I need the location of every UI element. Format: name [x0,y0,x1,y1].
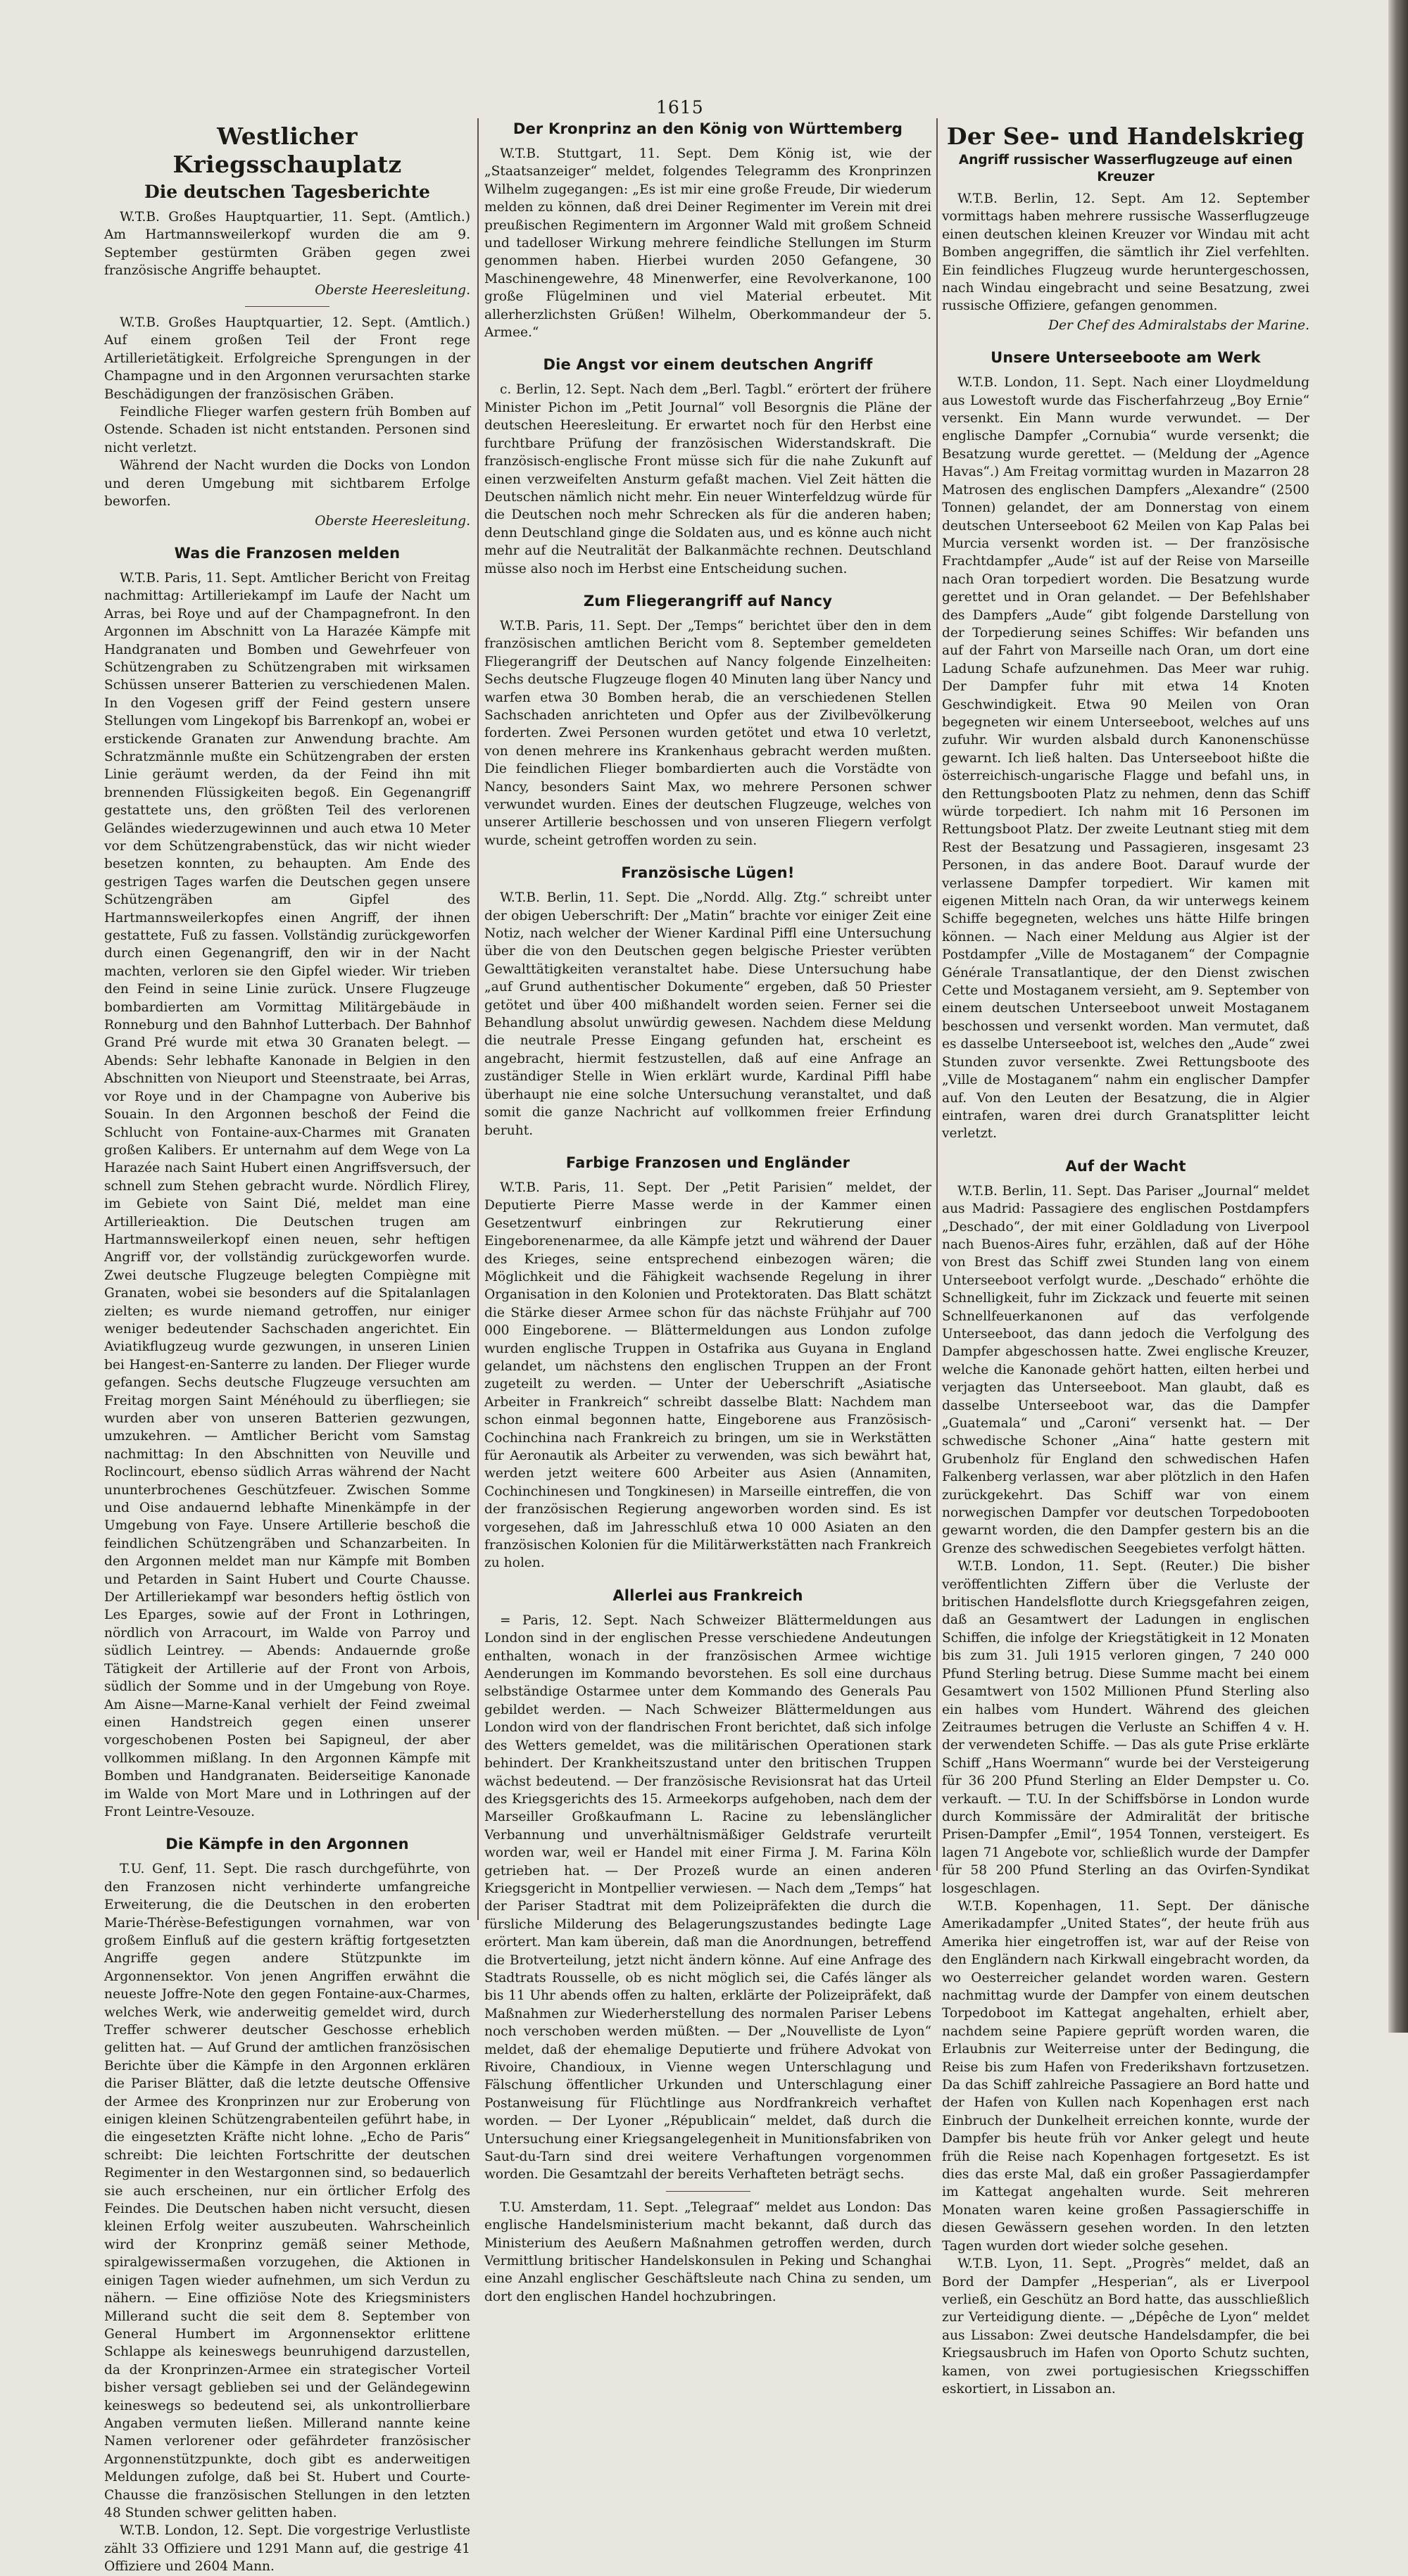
section-title: Westlicher Kriegsschauplatz [172,122,402,178]
article-body: W.T.B. Paris, 11. Sept. Der „Temps“ berichtet über den in dem französischen amtlichen Bericht vom 8. September gemeldeten Fliegerangriff der Deutschen auf Nancy folgende Einzelheiten: Sechs deutsche Flugzeuge flogen 40 Minuten lang über Nancy und warfen etwa 30 Bomben herab, die an verschiedenen Stellen Sachschaden anrichteten und Opfer aus der Zivilbevölkerung forderten. Zwei Personen wurden getötet und etwa 10 verletzt, von denen mehrere ins Krankenhaus gebracht werden mußten. Die feindlichen Flieger bombardierten auch die Vorstädte von Nancy, besonders Saint Max, wo mehrere Personen schwer verwundet wurden. Eines der deutschen Flugzeuge, welches von unserer Artillerie beschossen und von unseren Fliegern verfolgt wurde, scheint getroffen worden zu sein. [484,618,931,848]
report-paragraph: W.T.B. Großes Hauptquartier, 12. Sept. (Amtlich.) Auf einem großen Teil der Front rege Artillerietätigkeit. Erfolgreiche Sprengungen in der Champagne und in den Argonnen verursachten starke Beschädigungen der französischen Gräben. [104,315,470,402]
article-body: W.T.B. London, 11. Sept. Nach einer Lloydmeldung aus Lowestoft wurde das Fischerfahrzeug „Boy Ernie“ versenkt. Ein Mann wurde verwundet. — Der englische Dampfer „Cornubia“ wurde versenkt; die Besatzung wurde gerettet. — (Meldung der „Agence Havas“.) Am Freitag vormittag wurden in Mazarron 28 Matrosen des englischen Dampfers „Alexandre“ (2500 Tonnen) gelandet, der am Donnerstag von einem deutschen Unterseeboot 62 Meilen von Kap Palas bei Murcia versenkt worden ist. — Der französische Frachtdampfer „Aude“ ist auf der Reise von Marseille nach Oran torpediert worden. Die Besatzung wurde gerettet und in Oran gelandet. — Der Befehlshaber des Dampfers „Aude“ gibt folgende Darstellung von der Torpedierung seines Schiffes: Wir befanden uns auf der Fahrt von Marseille nach Oran, um dort eine Ladung Schafe aufzunehmen. Das Meer war ruhig. Der Dampfer fuhr mit etwa 14 Knoten Geschwindigkeit. Etwa 90 Meilen von Oran begegneten wir einem Unterseeboot, welches auf uns zufuhr. Wir wurden alsbald durch Kanonenschüsse gewarnt. Ich ließ halten. Das Unterseeboot hißte die österreichisch-ungarische Flagge und befahl uns, in den Rettungsbooten Platz zu nehmen, denn das Schiff würde torpediert. Ich nahm mit 16 Personen im Rettungsboot Platz. Der zweite Leutnant stieg mit dem Rest der Besatzung und Passagieren, insgesamt 23 Personen, in das andere Boot. Darauf wurde der verlassene Dampfer torpediert. Wir kamen mit eigenen Mitteln nach Oran, da wir unterwegs keinem Schiffe begegneten, welches uns hätte Hilfe bringen können. — Nach einer Meldung aus Algier ist der Postdampfer „Ville de Mostaganem“ der Compagnie Générale Transatlantique, der den Dienst zwischen Cette und Mostaganem versieht, am 9. September von einem deutschen Unterseeboot unweit Mostaganem beschossen und versenkt worden. Man vermutet, daß es dasselbe Unterseeboot ist, welches den „Aude“ zwei Stunden zuvor versenkte. Zwei Rettungsboote des „Ville de Mostaganem“ nahm ein englischer Dampfer auf. Von den Leuten der Besatzung, die in Algier eintrafen, waren drei durch Granatsplitter leicht verletzt. [942,375,1309,1142]
article-body: W.T.B. Berlin, 11. Sept. Die „Nordd. Allg. Ztg.“ schreibt unter der obigen Ueberschrift: Der „Matin“ brachte vor einiger Zeit eine Notiz, nach welcher der Wiener Kardinal Piffl eine Untersuchung über die von den Deutschen gegen belgische Priester verübten Gewalttätigkeiten veranstaltet habe. Diese Untersuchung habe „auf Grund authentischer Dokumente“ ergeben, daß 50 Priester getötet und über 400 mißhandelt worden seien. Ferner sei die Behandlung absolut unwürdig gewesen. Nachdem diese Meldung die neutrale Presse Eingang gefunden hat, erscheint es angebracht, hiermit festzustellen, daß auf eine Anfrage an zuständiger Stelle in Wien erklärt wurde, Kardinal Piffl habe überhaupt nie eine solche Untersuchung veranstaltet, und daß somit die ganze Nachricht auf vollkommen freier Erfindung beruht. [484,890,931,1138]
article-body: W.T.B. Paris, 11. Sept. Der „Petit Parisien“ meldet, der Deputierte Pierre Masse werde in der Kammer einen Gesetzentwurf einbringen zur Rekrutierung einer Eingeborenenarmee, da alle Kämpfe jetzt und während der Dauer des Krieges, seine entsprechend einbezogen wären; die Möglichkeit und die Fähigkeit wachsende Regelung in ihrer Organisation in den Kolonien und Protektoraten. Das Blatt schätzt die Stärke dieser Armee schon für das nächste Frühjahr auf 700 000 Eingeborene. — Blättermeldungen aus London zufolge wurden englische Truppen in Ostafrika aus Guyana in England gelandet, um nächstens den englischen Truppen an der Front zugeteilt zu werden. — Unter der Ueberschrift „Asiatische Arbeiter in Frankreich“ schreibt dasselbe Blatt: Nachdem man schon einmal begonnen hatte, Eingeborene aus Französisch-Cochinchina nach Frankreich zu bringen, um sie in Werkstätten für Aeronautik als Arbeiter zu verwenden, was sich bewährt hat, werden jetzt weitere 600 Arbeiter aus Asien (Annamiten, Cochinchinesen und Tongkinesen) in Marseille eintreffen, die von der französischen Regierung angeworben worden sind. Es ist vorgesehen, daß im Jahresschluß etwa 10 000 Asiaten an den französischen Kolonien für die Militärwerkstätten nach Frankreich zu holen. [484,1180,931,1571]
signature: Der Chef des Admiralstabs der Marine. [1048,317,1309,333]
section-subtitle: Die deutschen Tagesberichte [144,182,430,202]
article-heading: Der Kronprinz an den König von Württemberg [513,120,903,137]
column-rule [477,118,479,1920]
article-body: T.U. Genf, 11. Sept. Die rasch durchgeführte, von den Franzosen nicht verhinderte umfangreiche Erweiterung, die die Deutschen in den eroberten Marie-Thérèse-Befestigungen vornahmen, war von großem Einfluß auf die gestern kräftig fortgesetzten Angriffe gegen andere Stützpunkte im Argonnensektor. Von jenen Angriffen erwähnt die neueste Joffre-Note den gegen Fontaine-aux-Charmes, welches Werk, wie anderweitig gemeldet wird, durch Treffer schwerer deutscher Geschosse erheblich gelitten hat. — Auf Grund der amtlichen französischen Berichte über die Kämpfe in den Argonnen erklären die Pariser Blätter, daß die letzte deutsche Offensive der Armee des Kronprinzen nur zur Eroberung von einigen kleinen Schützengrabenteilen geführt habe, in die eingesetzten Kräfte nicht lohne. „Echo de Paris“ schreibt: Die leichten Fortschritte der deutschen Regimenter in den Westargonnen sind, so bedauerlich sie auch erscheinen, nur ein örtlicher Erfolg des Feindes. Die Deutschen haben nicht versucht, diesen kleinen Erfolg weiter auszubeuten. Wahrscheinlich wird der Kronprinz gemäß seiner Methode, spiralgewissermaßen vorzugehen, die Aktionen in einigen Tagen wieder aufnehmen, um sich Verdun zu nähern. — Eine offiziöse Note des Kriegsministers Millerand sucht die seit dem 8. September von General Humbert im Argonnensektor erlittene Schlappe als keineswegs beunruhigend darzustellen, da der Kronprinzen-Armee ein strategischer Vorteil bisher versagt geblieben sei und der Geländegewinn keineswegs so bedeutend sei, als unkontrollierbare Angaben vermuten ließen. Millerand nannte keine Namen verlorener oder gefährdeter französischer Argonnenstützpunkte, doch gibt es anderweitigen Meldungen zufolge, daß bei St. Hubert und Courte-Chausse die französischen Stellungen in den letzten 48 Stunden schwer gelitten haben. [104,1862,470,2520]
article-heading: Farbige Franzosen und Engländer [565,1154,850,1171]
section-subline: Angriff russischer Wasserflugzeuge auf einen Kreuzer [958,153,1293,184]
separator-line [245,306,329,307]
article-body: W.T.B. London, 12. Sept. Die vorgestrige Verlustliste zählt 33 Offiziere und 1291 Mann auf, die gestrige 41 Offiziere und 2604 Mann. [104,2523,470,2575]
article-body: W.T.B. Lyon, 11. Sept. „Progrès“ meldet, daß an Bord der Dampfer „Hesperian“, als er Liverpool verließ, ein Geschütz an Bord hatte, das ausschließlich zur Verteidigung diente. — „Dépêche de Lyon“ meldet aus Lissabon: Zwei deutsche Handelsdampfer, die bei Kriegsausbruch im Hafen von Oporto Schutz suchten, kamen, von zwei portugiesischen Kriegsschiffen eskortiert, in Lissabon an. [942,2256,1309,2397]
article-body: = Paris, 12. Sept. Nach Schweizer Blättermeldungen aus London sind in der englischen Presse verschiedene Andeutungen enthalten, wonach in der französischen Armee wichtige Aenderungen im Kommando bevorstehen. Es soll eine durchaus selbständige Ostarmee unter dem Kommando des Generals Pau gebildet werden. — Nach Schweizer Blättermeldungen aus London wird von der flandrischen Front berichtet, daß sich infolge des Wetters gemeldet, was die militärischen Operationen stark behindert. Der Krankheitszustand unter den britischen Truppen wächst bedeutend. — Der französische Revisionsrat hat das Urteil des Kriegsgerichts des 15. Armeekorps aufgehoben, nach dem der Marseiller Großkaufmann L. Racine zu lebenslänglicher Verbannung und unverhältnismäßiger Geldstrafe verurteilt worden war, weil er Handel mit einer Firma J. M. Farina Köln getrieben hat. — Der Prozeß wurde an einen anderen Kriegsgericht in Montpellier verwiesen. — Nach dem „Temps“ hat der Pariser Stadtrat mit dem Polizeipräfekten die durch die fürsliche Milderung des Belagerungszustandes bedingte Lage erörtert. Man kam überein, daß man die Anordnungen, betreffend die Brotverteilung, jetzt nicht ändern könne. Auf eine Anfrage des Stadtrats Rousselle, ob es nicht möglich sei, die Cafés länger als bis 11 Uhr abends offen zu halten, erklärte der Polizeipräfekt, daß Maßnahmen zur Wiederherstellung des normalen Pariser Lebens noch verschoben werden müßten. — Der „Nouvelliste de Lyon“ meldet, daß der ehemalige Deputierte und frühere Advokat von Rivoire, Chandioux, in Vienne wegen Unterschlagung und Fälschung öffentlicher Urkunden und Unterschlagung einer Postanweisung für Flüchtlinge aus Nordfrankreich verhaftet worden. — Der Lyoner „Républicain“ meldet, daß durch die Untersuchung einer Kriegsangelegenheit in Munitionsfabriken von Saut-du-Tarn sind drei weitere Verhaftungen vorgenommen worden. Die Gesamtzahl der bereits Verhafteten beträgt sechs. [484,1612,931,2183]
article-body: W.T.B. Kopenhagen, 11. Sept. Der dänische Amerikadampfer „United States“, der heute früh aus Amerika hier eingetroffen ist, war auf der Reise von den Engländern nach Kirkwall eingebracht worden, da wo Oesterreicher gelandet worden waren. Gestern nachmittag wurde der Dampfer von einem deutschen Torpedoboot im Kattegat angehalten, erhielt aber, nachdem seine Papiere geprüft worden waren, die Erlaubnis zur Weiterreise unter der Bedingung, die Reise bis zum Hafen von Frederikshavn fortzusetzen. Da das Schiff zahlreiche Passagiere an Bord hatte und der Hafen von Kullen nach Kopenhagen erst nach Einbruch der Dunkelheit erreichen konnte, wurde der Dampfer bis heute früh vor Anker gelegt und heute früh die Reise nach Kopenhagen fortgesetzt. Es ist dies das erste Mal, daß ein großer Passagierdampfer im Kattegat angehalten wurde. Seit mehreren Monaten waren keine großen Passagierschiffe in diesen Gewässern gesehen worden. In den letzten Tagen wurden dort wieder solche gesehen. [942,1898,1309,2254]
left-column [104,118,470,2575]
article-body: W.T.B. Paris, 11. Sept. Amtlicher Bericht von Freitag nachmittag: Artilleriekampf im Laufe der Nacht um Arras, bei Roye und auf der Champagnefront. In den Argonnen im Abschnitt von La Harazée Kämpfe mit Handgranaten und Bomben und Gewehrfeuer von Schützengraben zu Schützengraben mit wirksamen Schüssen unserer Batterien zu verschiedenen Malen. In den Vogesen griff der Feind gestern unsere Stellungen vom Lingekopf bis Barrenkopf an, wobei er erstickende Granaten zur Anwendung brachte. Am Schratzmännle mußte ein Schützengraben der ersten Linie geräumt werden, da der Feind ihn mit brennenden Flüssigkeiten begoß. Ein Gegenangriff gestattete uns, den größten Teil des verlorenen Geländes wiederzugewinnen und auch etwa 10 Meter vor dem Schützengrabenstück, das wir nicht wieder besetzen konnten, zu behaupten. Am Ende des gestrigen Tages warfen die Deutschen gegen unsere Schützengräben am Gipfel des Hartmannsweilerkopfes einen Angriff, der ihnen gestattete, Fuß zu fassen. Vollständig zurückgeworfen durch einen Gegenangriff, den wir in der Nacht machten, verloren sie den Gipfel wieder. Wir trieben den Feind in seine Linie zurück. Unsere Flugzeuge bombardierten am Vormittag Militärgebäude in Ronneburg und den Bahnhof Lutterbach. Der Bahnhof Grand Pré wurde mit etwa 30 Granaten belegt. — Abends: Sehr lebhafte Kanonade in Belgien in den Abschnitten von Nieuport und Steenstraate, bei Arras, vor Roye und in der Champagne von Auberive bis Souain. In den Argonnen beschoß der Feind die Schlucht von Fontaine-aux-Charmes mit Granaten großen Kalibers. Er unternahm auf dem Wege von La Harazée nach Saint Hubert einen Angriffsversuch, der schnell zum Stehen gebracht wurde. Nördlich Flirey, im Gebiete von Saint Dié, meldet man eine Artillerieaktion. Die Deutschen trugen am Hartmannsweilerkopf einen neuen, sehr heftigen Angriff vor, der vollständig zurückgeworfen wurde. Zwei deutsche Flugzeuge belegten Compiègne mit Granaten, wobei sie besonders auf die Spitalanlagen zielten; es wurde niemand getroffen, nur einiger weniger bedeutender Sachschaden angerichtet. Ein Aviatikflugzeug wurde gezwungen, in unseren Linien bei Hangest-en-Santerre zu landen. Der Flieger wurde gefangen. Sechs deutsche Flugzeuge versuchten am Freitag morgen Saint Ménéhould zu überfliegen; sie wurden aber von unseren Batterien gezwungen, umzukehren. — Amtlicher Bericht vom Samstag nachmittag: In den Abschnitten von Neuville und Roclincourt, ebenso südlich Arras während der Nacht ununterbrochenes Geschützfeuer. Zwischen Somme und Oise andauernd lebhafte Minenkämpfe in der Umgebung von Faye. Unsere Artillerie beschoß die feindlichen Schützengräben und Schanzarbeiten. In den Argonnen meldet man nur Kämpfe mit Bomben und Petarden in Saint Hubert und Courte Chausse. Der Artilleriekampf war besonders heftig östlich von Les Eparges, sowie auf der Front in Lothringen, nördlich von Arracourt, im Walde von Parroy und südlich Leintrey. — Abends: Andauernde große Tätigkeit der Artillerie auf der Front von Arbois, südlich der Somme und in der Umgebung von Roye. Am Aisne—Marne-Kanal verhielt der Feind zweimal einen Handstreich gegen einen unserer vorgeschobenen Posten bei Sapigneul, der aber vollkommen mißlang. In den Argonnen Kämpfe mit Bomben und Handgranaten. Beiderseitige Kanonade im Walde von Mort Mare und in Lothringen auf der Front Leintre-Vesouze. [104,570,470,1819]
report-paragraph: Während der Nacht wurden die Docks von London und deren Umgebung mit sichtbarem Erfolge beworfen. [104,458,470,510]
signature: Oberste Heeresleitung. [315,282,470,298]
column-rule [936,118,938,1871]
page-number: 1615 [656,97,704,118]
article-body: W.T.B. Berlin, 11. Sept. Das Pariser „Journal“ meldet aus Madrid: Passagiere des englischen Postdampfers „Deschado“, der mit einer Goldladung von Liverpool nach Buenos-Aires fuhr, erzählen, daß auf der Höhe von Brest das Schiff zwei Stunden lang von einem Unterseeboot verfolgt wurde. „Deschado“ erhöhte die Schnelligkeit, fuhr im Zickzack und feuerte mit seinen Schnellfeuerkanonen auf das verfolgende Unterseeboot, das dann jedoch die Verfolgung des Dampfer abgeschossen hatte. Zwei englische Kreuzer, welche die Kanonade gehört hatten, eilten herbei und verjagten das Unterseeboot. Man glaubt, daß es dasselbe Unterseeboot war, das die Dampfer „Guatemala“ und „Caroni“ versenkt hat. — Der schwedische Schoner „Aina“ hatte gestern mit Grubenholz für England den schwedischen Hafen Falkenberg verlassen, war aber plötzlich in den Hafen zurückgekehrt. Das Schiff war von einem norwegischen Dampfer vor deutschen Torpedobooten gewarnt worden, die den Dampfer gestern bis an die Grenze des schwedischen Seegebietes verfolgt hätten. [942,1183,1309,1556]
article-body: W.T.B. London, 11. Sept. (Reuter.) Die bisher veröffentlichten Ziffern über die Verluste der britischen Handelsflotte durch Kriegsgefahren zeigen, daß an Gesamtwert der Ladungen in englischen Schiffen, die infolge der Kriegstätigkeit in 12 Monaten bis zum 31. Juli 1915 verloren gingen, 7 240 000 Pfund Sterling betrug. Diese Summe macht bei einem Gesamtwert von 1502 Millionen Pfund Sterling also ein halbes vom Hundert. Während des gleichen Zeitraumes betrugen die Verluste an Schiffen 4 v. H. der verwendeten Schiffe. — Das als gute Prise erklärte Schiff „Hans Woermann“ wurde bei der Versteigerung für 36 200 Pfund Sterling an Elder Dempster u. Co. verkauft. — T.U. In der Schiffsbörse in London wurde durch Kommissäre der Admiralität der britische Prisen-Dampfer „Emil“, 1954 Tonnen, versteigert. Es lagen 71 Angebote vor, schließlich wurde der Dampfer für 58 200 Pfund Sterling an das Ovirfen-Syndikat losgeschlagen. [942,1559,1309,1896]
article-body: W.T.B. Stuttgart, 11. Sept. Dem König ist, wie der „Staatsanzeiger“ meldet, folgendes Telegramm des Kronprinzen Wilhelm zugegangen: „Es ist mir eine große Freude, Dir wiederum melden zu können, daß drei Deiner Regimenter im Verein mit drei preußischen Regimentern im Argonner Wald mit großem Schneid und tadelloser Wirkung mehrere feindliche Stellungen im Sturm genommen haben. Hierbei wurden 2050 Gefangene, 30 Maschinengewehre, 48 Minenwerfer, eine Revolverkanone, 100 große Flügelminen und viel Material erbeutet. Mit allerherzlichsten Grüßen! Wilhelm, Oberkommandeur der 5. Armee.“ [484,146,931,341]
separator-line [666,2191,750,2192]
article-heading: Die Kämpfe in den Argonnen [165,1836,409,1853]
scan-binding-edge [1388,0,1408,2033]
article-heading: Allerlei aus Frankreich [612,1586,803,1604]
article-heading: Unsere Unterseeboote am Werk [991,349,1261,367]
right-column [942,118,1309,2397]
signature: Oberste Heeresleitung. [315,513,470,529]
section-title: Der See- und Handelskrieg [946,122,1305,150]
middle-column [484,118,931,2304]
article-heading: Die Angst vor einem deutschen Angriff [543,356,873,374]
article-body: T.U. Amsterdam, 11. Sept. „Telegraaf“ meldet aus London: Das englische Handelsministerium macht bekannt, daß durch das Ministerium des Aeußern Maßnahmen getroffen werden, durch Vermittlung britischer Handelskonsulen in Peking und Schanghai eine Anzahl englischer Geschäftsleute nach China zu senden, um dort den englischen Handel hochzubringen. [484,2199,931,2304]
article-heading: Was die Franzosen melden [174,544,401,562]
article-body: W.T.B. Berlin, 12. Sept. Am 12. September vormittags haben mehrere russische Wasserflugzeuge einen deutschen kleinen Kreuzer vor Windau mit acht Bomben angegriffen, die sämtlich ihr Ziel verfehlten. Ein feindliches Flugzeug wurde heruntergeschossen, nach Windau eingebracht und seine Besatzung, zwei russische Offiziere, gefangen genommen. [942,191,1309,314]
article-heading: Auf der Wacht [1065,1157,1186,1175]
report-paragraph: Feindliche Flieger warfen gestern früh Bomben auf Ostende. Schaden ist nicht entstanden. Personen sind nicht verletzt. [104,405,470,455]
report-paragraph: W.T.B. Großes Hauptquartier, 11. Sept. (Amtlich.) Am Hartmannsweilerkopf wurden die am 9. September gestürmten Gräben gegen zwei französische Angriffe behauptet. [104,210,470,279]
article-heading: Zum Fliegerangriff auf Nancy [583,592,833,610]
article-heading: Französische Lügen! [621,864,795,882]
article-body: c. Berlin, 12. Sept. Nach dem „Berl. Tagbl.“ erörtert der frühere Minister Pichon im „Petit Journal“ voll Besorgnis die Pläne der deutschen Heeresleitung. Er erwartet noch für den Herbst eine furchtbare Prüfung der französischen Widerstandskraft. Die französisch-englische Front müsse sich für die nahe Zukunft auf einen verzweifelten Ansturm gefaßt machen. Viel Zeit hätten die Deutschen nämlich nicht mehr. Ein neuer Winterfeldzug würde für die Deutschen noch mehr Schrecken als für die anderen haben; denn Deutschland ginge die Soldaten aus, und es könne auch nicht mehr auf die Neutralität der Balkanmächte rechnen. Deutschland müsse also noch im Herbst eine Entscheidung suchen. [484,382,931,576]
